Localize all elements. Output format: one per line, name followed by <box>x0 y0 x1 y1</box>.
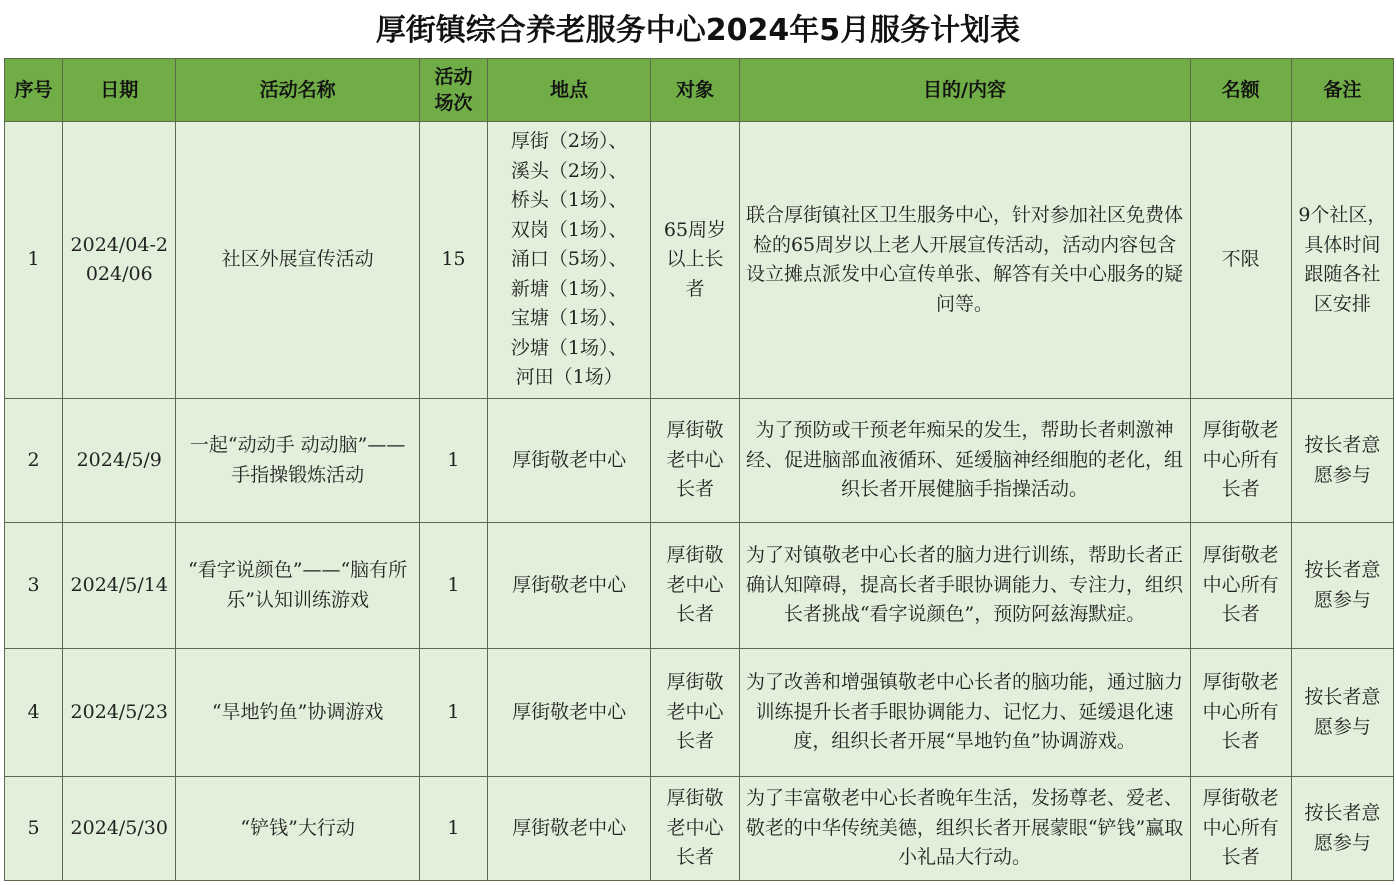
cell-place: 厚街敬老中心 <box>488 399 651 523</box>
header-name: 活动名称 <box>176 59 420 122</box>
cell-count: 15 <box>419 122 487 399</box>
cell-target: 65周岁以上长者 <box>651 122 739 399</box>
place-line: 沙塘（1场）、 <box>510 336 628 359</box>
cell-count: 1 <box>419 649 487 777</box>
cell-name: “旱地钓鱼”协调游戏 <box>176 649 420 777</box>
cell-date: 2024/5/30 <box>63 777 176 881</box>
table-row <box>5 523 1394 649</box>
cell-name: 一起“动动手 动动脑”——手指操锻炼活动 <box>176 399 420 523</box>
cell-quota: 不限 <box>1190 122 1291 399</box>
header-note: 备注 <box>1291 59 1393 122</box>
cell-no: 1 <box>5 122 63 399</box>
place-line: 宝塘（1场）、 <box>510 307 628 330</box>
place-line: 河田（1场） <box>515 366 623 389</box>
cell-place: 厚街敬老中心 <box>488 523 651 649</box>
header-no: 序号 <box>5 59 63 122</box>
cell-date: 2024/04-2024/06 <box>63 122 176 399</box>
cell-count: 1 <box>419 777 487 881</box>
cell-no: 5 <box>5 777 63 881</box>
cell-note: 按长者意愿参与 <box>1291 399 1393 523</box>
cell-content: 为了改善和增强镇敬老中心长者的脑功能，通过脑力训练提升长者手眼协调能力、记忆力、延缓退化速度，组织长者开展“旱地钓鱼”协调游戏。 <box>739 649 1190 777</box>
cell-quota: 厚街敬老中心所有长者 <box>1190 777 1291 881</box>
header-target: 对象 <box>651 59 739 122</box>
cell-target: 厚街敬老中心长者 <box>651 649 739 777</box>
cell-note: 按长者意愿参与 <box>1291 649 1393 777</box>
cell-quota: 厚街敬老中心所有长者 <box>1190 649 1291 777</box>
cell-note: 9个社区，具体时间跟随各社区安排 <box>1291 122 1393 399</box>
table-header-row <box>5 59 1394 122</box>
cell-date: 2024/5/23 <box>63 649 176 777</box>
place-line: 厚街（2场）、 <box>510 130 628 153</box>
cell-target: 厚街敬老中心长者 <box>651 523 739 649</box>
cell-note: 按长者意愿参与 <box>1291 523 1393 649</box>
service-plan-table <box>4 58 1394 881</box>
place-line: 新塘（1场）、 <box>510 277 628 300</box>
table-row <box>5 399 1394 523</box>
cell-target: 厚街敬老中心长者 <box>651 777 739 881</box>
place-line: 溪头（2场）、 <box>510 159 628 182</box>
place-line: 涌口（5场）、 <box>510 248 628 271</box>
page-title: 厚街镇综合养老服务中心2024年5月服务计划表 <box>375 13 1021 48</box>
cell-name: 社区外展宣传活动 <box>176 122 420 399</box>
cell-count: 1 <box>419 399 487 523</box>
place-line: 双岗（1场）、 <box>510 218 628 241</box>
table-row <box>5 122 1394 399</box>
cell-place: 厚街敬老中心 <box>488 777 651 881</box>
cell-no: 2 <box>5 399 63 523</box>
cell-name: “铲钱”大行动 <box>176 777 420 881</box>
cell-note: 按长者意愿参与 <box>1291 777 1393 881</box>
cell-place: 厚街敬老中心 <box>488 649 651 777</box>
cell-quota: 厚街敬老中心所有长者 <box>1190 399 1291 523</box>
table-row <box>5 649 1394 777</box>
header-count: 活动场次 <box>419 59 487 122</box>
cell-content: 为了丰富敬老中心长者晚年生活，发扬尊老、爱老、敬老的中华传统美德，组织长者开展蒙眼“铲钱”赢取小礼品大行动。 <box>739 777 1190 881</box>
place-line: 桥头（1场）、 <box>510 189 628 212</box>
header-quota: 名额 <box>1190 59 1291 122</box>
cell-no: 3 <box>5 523 63 649</box>
cell-content: 联合厚街镇社区卫生服务中心，针对参加社区免费体检的65周岁以上老人开展宣传活动，活动内容包含设立摊点派发中心宣传单张、解答有关中心服务的疑问等。 <box>739 122 1190 399</box>
cell-date: 2024/5/14 <box>63 523 176 649</box>
cell-content: 为了预防或干预老年痴呆的发生，帮助长者刺激神经、促进脑部血液循环、延缓脑神经细胞的老化，组织长者开展健脑手指操活动。 <box>739 399 1190 523</box>
cell-no: 4 <box>5 649 63 777</box>
header-place: 地点 <box>488 59 651 122</box>
table-row <box>5 777 1394 881</box>
cell-place <box>488 122 651 399</box>
cell-date: 2024/5/9 <box>63 399 176 523</box>
header-date: 日期 <box>63 59 176 122</box>
cell-target: 厚街敬老中心长者 <box>651 399 739 523</box>
cell-name: “看字说颜色”——“脑有所乐”认知训练游戏 <box>176 523 420 649</box>
cell-count: 1 <box>419 523 487 649</box>
cell-quota: 厚街敬老中心所有长者 <box>1190 523 1291 649</box>
cell-content: 为了对镇敬老中心长者的脑力进行训练，帮助长者正确认知障碍，提高长者手眼协调能力、专注力，组织长者挑战“看字说颜色”，预防阿兹海默症。 <box>739 523 1190 649</box>
header-content: 目的/内容 <box>739 59 1190 122</box>
